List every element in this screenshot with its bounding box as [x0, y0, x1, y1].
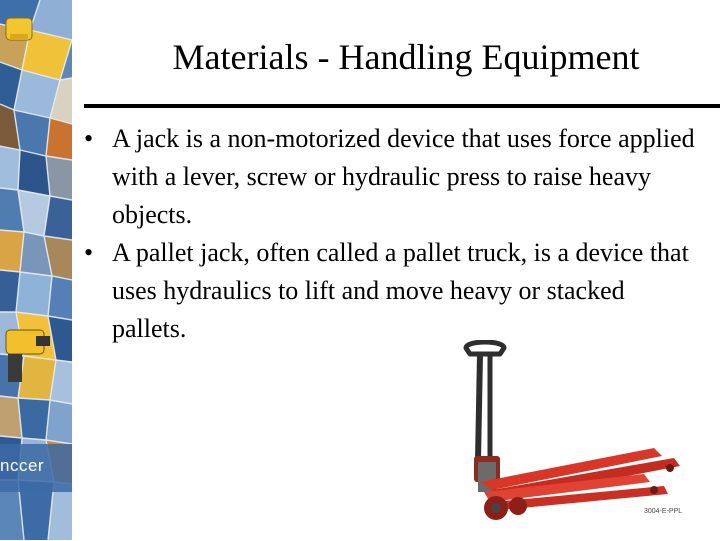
- slide-title: Materials - Handling Equipment: [172, 37, 640, 77]
- bullet-text: A pallet jack, often called a pallet truck, is a device that uses hydraulics to lift and move heavy or stacked pallets.: [112, 238, 689, 343]
- bullet-icon: •: [84, 124, 94, 153]
- bullet-icon: •: [84, 238, 94, 267]
- bullet-text: A jack is a non-motorized device that uses force applied with a lever, screw or hydraulic press to raise heavy objects.: [112, 124, 695, 229]
- image-caption: 3004-E-PPL: [644, 508, 683, 515]
- pallet-jack-illustration: [444, 340, 708, 536]
- bullet-item: [84, 120, 704, 234]
- bullet-list: [84, 120, 704, 348]
- bullet-item: [84, 234, 704, 348]
- title-divider: [84, 104, 720, 108]
- pallet-jack-image: [444, 340, 708, 536]
- logo-text: nccer: [0, 456, 45, 475]
- mosaic-sidebar: [0, 0, 72, 540]
